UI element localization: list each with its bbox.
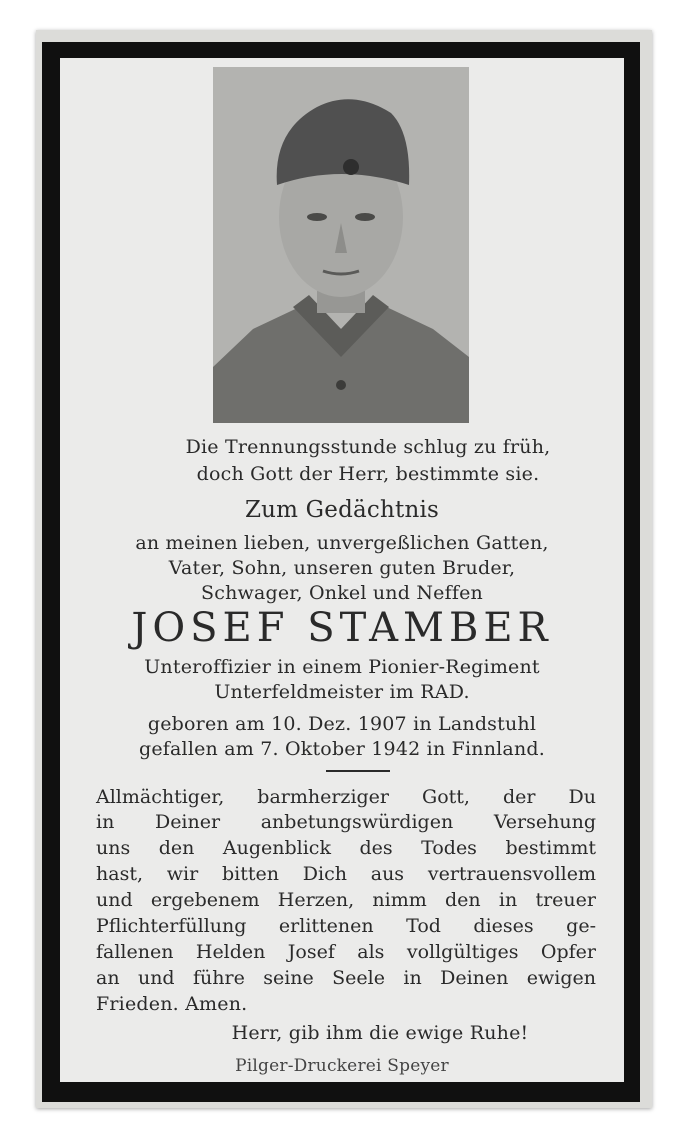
prayer-line-5: und ergebenem Herzen, nimm den in treuer	[96, 889, 596, 911]
prayer-line-2: in Deiner anbetungswürdigen Versehung	[96, 811, 596, 833]
verse-line-1: Die Trennungsstunde schlug zu früh,	[185, 436, 551, 458]
dedication-line-3: Schwager, Onkel und Neffen	[201, 582, 483, 604]
prayer-line-4: hast, wir bitten Dich aus vertrauensvollem	[96, 863, 596, 885]
deceased-name: JOSEF STAMBER	[131, 605, 553, 651]
prayer-line-7: fallenen Helden Josef als vollgültiges Opfer	[96, 941, 596, 963]
dedication-line-2: Vater, Sohn, unseren guten Bruder,	[168, 557, 516, 579]
portrait-photo	[213, 67, 469, 423]
dedication-line-1: an meinen lieben, unvergeßlichen Gatten,	[135, 532, 549, 554]
detail-line-2: Unterfeldmeister im RAD.	[214, 681, 470, 703]
prayer-line-8: an und führe seine Seele in Deinen ewigen	[96, 967, 596, 989]
memorial-heading: Zum Gedächtnis	[244, 497, 440, 523]
detail-line-3: geboren am 10. Dez. 1907 in Landstuhl	[147, 713, 537, 735]
prayer-line-3: uns den Augenblick des Todes bestimmt	[96, 837, 596, 859]
prayer-line-1: Allmächtiger, barmherziger Gott, der Du	[96, 786, 596, 808]
detail-line-4: gefallen am 7. Oktober 1942 in Finnland.	[138, 738, 545, 760]
closing-line: Herr, gib ihm die ewige Ruhe!	[231, 1022, 529, 1044]
prayer-line-6: Pflichterfüllung erlittenen Tod dieses ge-	[96, 915, 596, 937]
printer-credit: Pilger-Druckerei Speyer	[235, 1056, 449, 1076]
prayer-line-9: Frieden. Amen.	[96, 993, 248, 1015]
divider	[326, 770, 390, 772]
verse-line-2: doch Gott der Herr, bestimmte sie.	[196, 463, 540, 485]
detail-line-1: Unteroffizier in einem Pionier-Regiment	[144, 656, 540, 678]
